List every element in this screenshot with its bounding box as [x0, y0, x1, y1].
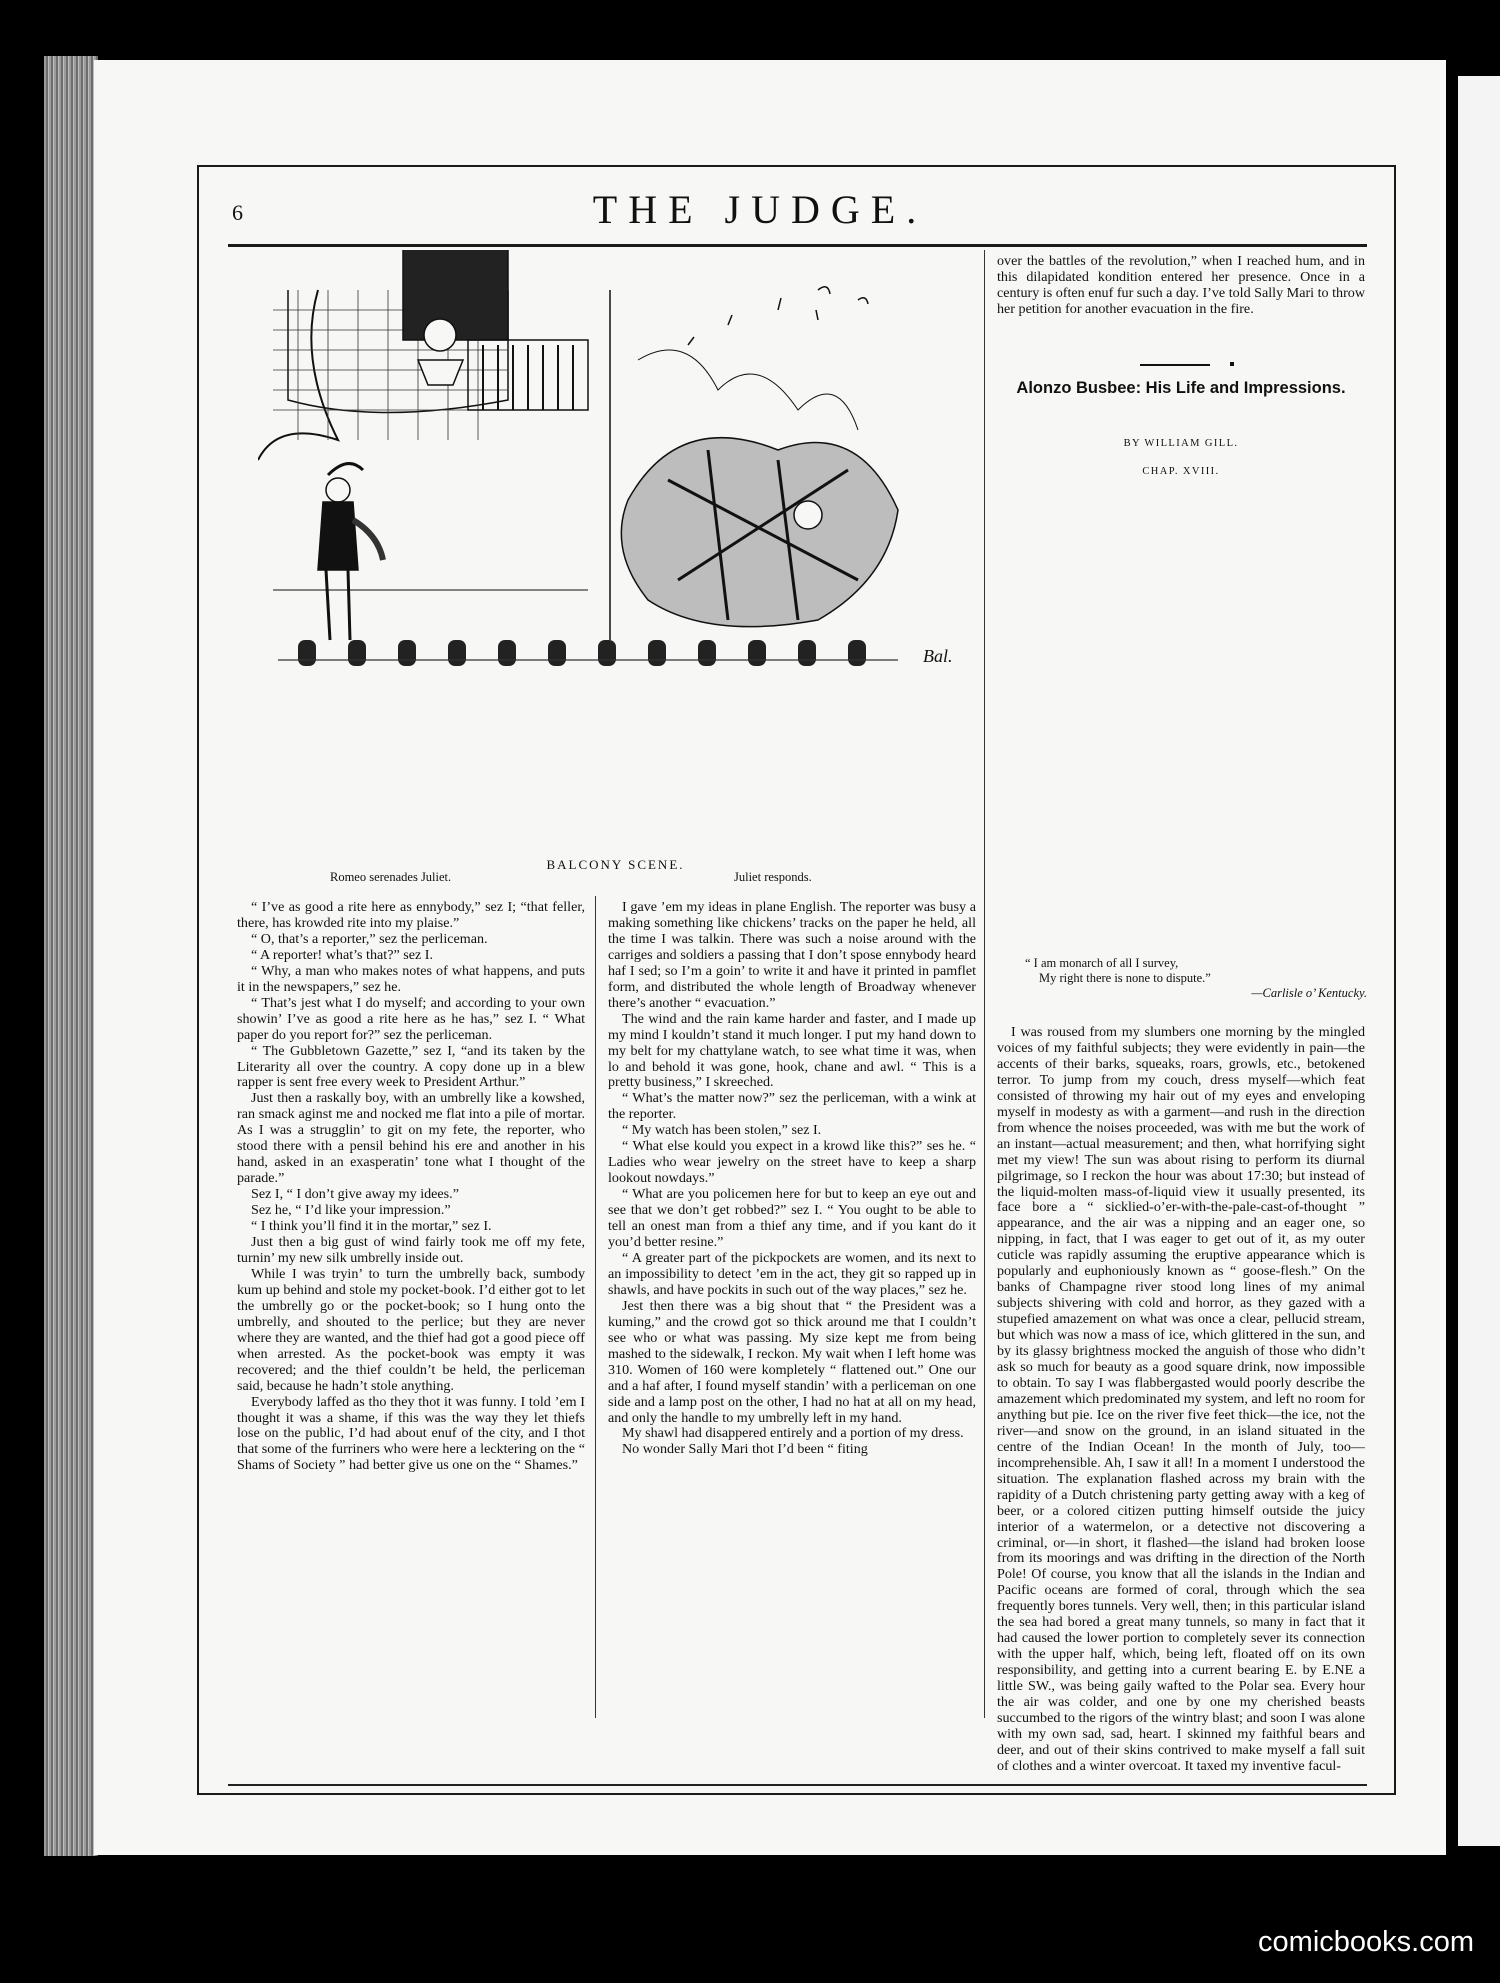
paragraph: “ A reporter! what’s that?” sez I.: [251, 946, 433, 963]
footer-rule: [228, 1784, 1367, 1786]
epigraph: [1017, 956, 1367, 1001]
paragraph: “ O, that’s a reporter,” sez the perliceman.: [251, 930, 488, 947]
juliet-panel: [621, 287, 898, 627]
paragraph: “ What are you policemen here for but to keep an eye out and see that we don’t get robbed?” sez I. “ You ought to be able to tell an onest man from a thief any time, and if you kant do it you’d better resine.”: [608, 1186, 976, 1251]
text-column-left: [237, 900, 585, 1474]
paragraph: “ What’s the matter now?” sez the perliceman, with a wink at the reporter.: [608, 1090, 976, 1123]
watermark: comicbooks.com: [1258, 1926, 1474, 1958]
illustration-title: BALCONY SCENE.: [546, 857, 685, 872]
artist-signature: Bal.: [923, 646, 953, 666]
paragraph: “ Why, a man who makes notes of what happens, and puts it in the newspapers,” sez he.: [237, 962, 585, 995]
footlights-row: [278, 640, 898, 666]
section-divider: [1140, 364, 1210, 366]
text-column-right-top: [997, 254, 1365, 318]
paragraph: “ That’s jest what I do myself; and according to your own showin’ I’ve as good a rite here as he has,” sez I. “ What paper do you report for?” sez the perliceman.: [237, 994, 585, 1043]
paragraph: Jest then there was a big shout that “ the President was a kuming,” and the crowd got so thick around me that I couldn’t see who or what was passing. My size kept me from being mashed to the sidewalk, I reckon. My wait when I left home was 310. Women of 160 were kompletely “ flattened out.” One our and a haf after, I found myself standin’ with a perliceman on one side and a lamp post on the other, I had no hat at all on my head, and only the handle to my umbrelly left in my hand.: [608, 1297, 976, 1426]
text-column-middle: [608, 900, 976, 1458]
paragraph: No wonder Sally Mari thot I’d been “ fiting: [622, 1441, 868, 1458]
paragraph: I was roused from my slumbers one morning by the mingled voices of my faithful subjects; they were evidently in pain—the accents of their barks, squeaks, roars, growls, etc., betokened terror. To jump from my couch, dress myself—which feat consisted of throwing my hair out of my eyes and enveloping myself in modesty as with a garment—and rush in the direction from whence the noises proceeded, was with me but the work of an instant—actual measurement; and then, what horrifying sight met my view! The sun was about rising to perform its diurnal pilgrimage, so I reckon the hour was about 17:30; but instead of the liquid-molten mass-of-liquid view it usually presented, its face bore a “ sicklied-o’er-with-the-pale-cast-of-thought ” appearance, and the air was a nipping and an eager one, so nipping, in fact, that I was eager to get out of it, as my outer cuticle was rapidly assuming the eruptive appearance which is popularly and euphoniously known as “ goose-flesh.” On the banks of Champagne river stood long lines of my animal subjects shivering with cold and horror, as they gazed with a stupefied amazement on what was once a clear, pellucid stream, but which was now a mass of ice, which glittered in the sun, and by its glassy brightness mocked the anguish of those who didn’t ask so much for beauty as a good square drink, now impossible to obtain. To say I was flabbergasted would poorly describe the amazement which predominated my system, and left no room for anything but pie. Ice on the river five feet thick—the ice, not the river—and snow on the ground, in an island situated in the centre of the Indian Ocean! In the month of July, too—incomprehensible. Ah, I saw it all! In a moment I understood the situation. The explanation flashed across my brain with the rapidity of a Dutch christening party getting away with a keg of beer, or a colored citizen putting himself outside the juicy interior of a watermelon, or a detective not discovering a criminal, or—in short, it flashed—the island had broken loose from its moorings and was drifting in the direction of the North Pole! Of course, you know that all the islands in the Indian and Pacific oceans are formed of coral, through which the sea frequently bores tunnels. Very well, then; in this particular island the sea had bored a great many tunnels, so many in fact that it had caused the lower portion to completely sever its connection with the upper half, which, being left, floated off on its own responsibility, and getting into a current bearing E. by E.NE a little SW., was being gaily wafted to the Polar sea. Every hour the air was colder, and one by one my cherished beasts succumbed to the rigors of the wintry blast; and soon I was alone with my own sad, sad, heart. I skinned my faithful bears and deer, and out of their skins contrived to make myself a fall suit of clothes and a winter overcoat. It taxed my inventive facul-: [997, 1024, 1365, 1774]
masthead-title: THE JUDGE.: [592, 187, 928, 232]
paragraph: Sez I, “ I don’t give away my idees.”: [251, 1186, 459, 1203]
caption-romeo: Romeo serenades Juliet.: [330, 870, 452, 884]
article-title: Alonzo Busbee: His Life and Impressions.: [1016, 379, 1346, 397]
paragraph: I gave ’em my ideas in plane English. The reporter was busy a making something like chickens’ tracks on the paper he held, all the time I was talkin. There was such a noise around with the carriges and soldiers a passing that I don’t spose ennybody heard haf I sed; so I’m a goin’ to write it and have it printed in pamflet form, and distributed the whole length of Broadway whenever there’s another “ evacuation.”: [608, 899, 976, 1011]
page-number: 6: [232, 200, 243, 225]
paragraph: Just then a raskally boy, with an umbrelly like a kowshed, ran smack aginst me and nocked me flat into a pile of mortar. As I was a strugglin’ to git on my fete, the reporter, who stood there with a pensil behind his ere and another in his hand, asked in an exasperatin’ tone what I thought of the parade.”: [237, 1090, 585, 1187]
header-rule: [228, 244, 1367, 247]
epigraph-attribution: —Carlisle o’ Kentucky.: [1251, 986, 1367, 1000]
paragraph: “ The Gubbletown Gazette,” sez I, “and its taken by the Literarity all over the country. A copy done up in a blew rapper is sent free every week to President Arthur.”: [237, 1042, 585, 1091]
paragraph: “ My watch has been stolen,” sez I.: [622, 1122, 822, 1139]
caption-juliet: Juliet responds.: [734, 870, 812, 884]
romeo-panel: [258, 250, 588, 640]
paragraph: Everybody laffed as tho they thot it was funny. I told ’em I thought it was a shame, if this was the way they let thiefs lose on the public, I’d had about enuf of the city, and I thot that some of the furriners who were here a lecktering on the “ Shams of Society ” had better give us one on the “ Shames.”: [237, 1393, 585, 1474]
paragraph: “ I think you’ll find it in the mortar,” sez I.: [251, 1218, 492, 1235]
chapter-heading: CHAP. XVIII.: [1142, 466, 1220, 477]
paragraph: “ What else kould you expect in a krowd like this?” ses he. “ Ladies who wear jewelry on the street have to keep a sharp lookout nowdays.”: [608, 1138, 976, 1187]
section-divider-dot: [1230, 362, 1234, 366]
paragraph: “ I’ve as good a rite here as ennybody,” sez I; “that feller, there, has krowded rite into my plaise.”: [237, 899, 585, 931]
paragraph: My shawl had disappered entirely and a portion of my dress.: [622, 1425, 964, 1442]
article-byline: BY WILLIAM GILL.: [1123, 438, 1239, 449]
column-divider: [595, 896, 596, 1718]
column-divider: [984, 250, 985, 1718]
epigraph-line: “ I am monarch of all I survey,: [1025, 956, 1179, 970]
paragraph: Just then a big gust of wind fairly took me off my fete, turnin’ my new silk umbrelly inside out.: [237, 1234, 585, 1266]
adjacent-page-edge: [1458, 76, 1500, 1846]
paragraph: “ A greater part of the pickpockets are women, and its next to an impossibility to detect ’em in the act, they git so rapped up in shawls, and have pockits in such out of the way places,” sez he.: [608, 1249, 976, 1298]
paragraph: While I was tryin’ to turn the umbrelly back, sumbody kum up behind and stole my pocket-book. I’d either got to let the umbrelly go or the pocket-book; so I hung onto the umbrelly, and shouted to the perlice; but they are never where they are wanted, and the thief had got a good piece off when arrested. As the pocket-book was empty it was recovered; and the thief couldn’t be held, the perliceman said, because he hadn’t stole anything.: [237, 1265, 585, 1394]
book-page-edges: [44, 56, 98, 1856]
text-column-right: [997, 1025, 1365, 1775]
epigraph-line: My right there is none to dispute.”: [1039, 971, 1211, 985]
balcony-scene-illustration: [258, 250, 973, 856]
paragraph: Sez he, “ I’d like your impression.”: [251, 1202, 451, 1219]
paragraph: The wind and the rain kame harder and faster, and I made up my mind I kouldn’t stand it much longer. I put my hand down to my belt for my chattylane watch, to see what time it was, when lo and behold it was gone, hook, chane and awl. “ This is a pretty business,” I skreeched.: [608, 1010, 976, 1091]
paragraph: over the battles of the revolution,” when I reached hum, and in this dilapidated kondition entered her presence. Once in a century is often enuf fur such a day. I’ve told Sally Mari to throw her petition for another evacuation in the fire.: [997, 253, 1365, 317]
